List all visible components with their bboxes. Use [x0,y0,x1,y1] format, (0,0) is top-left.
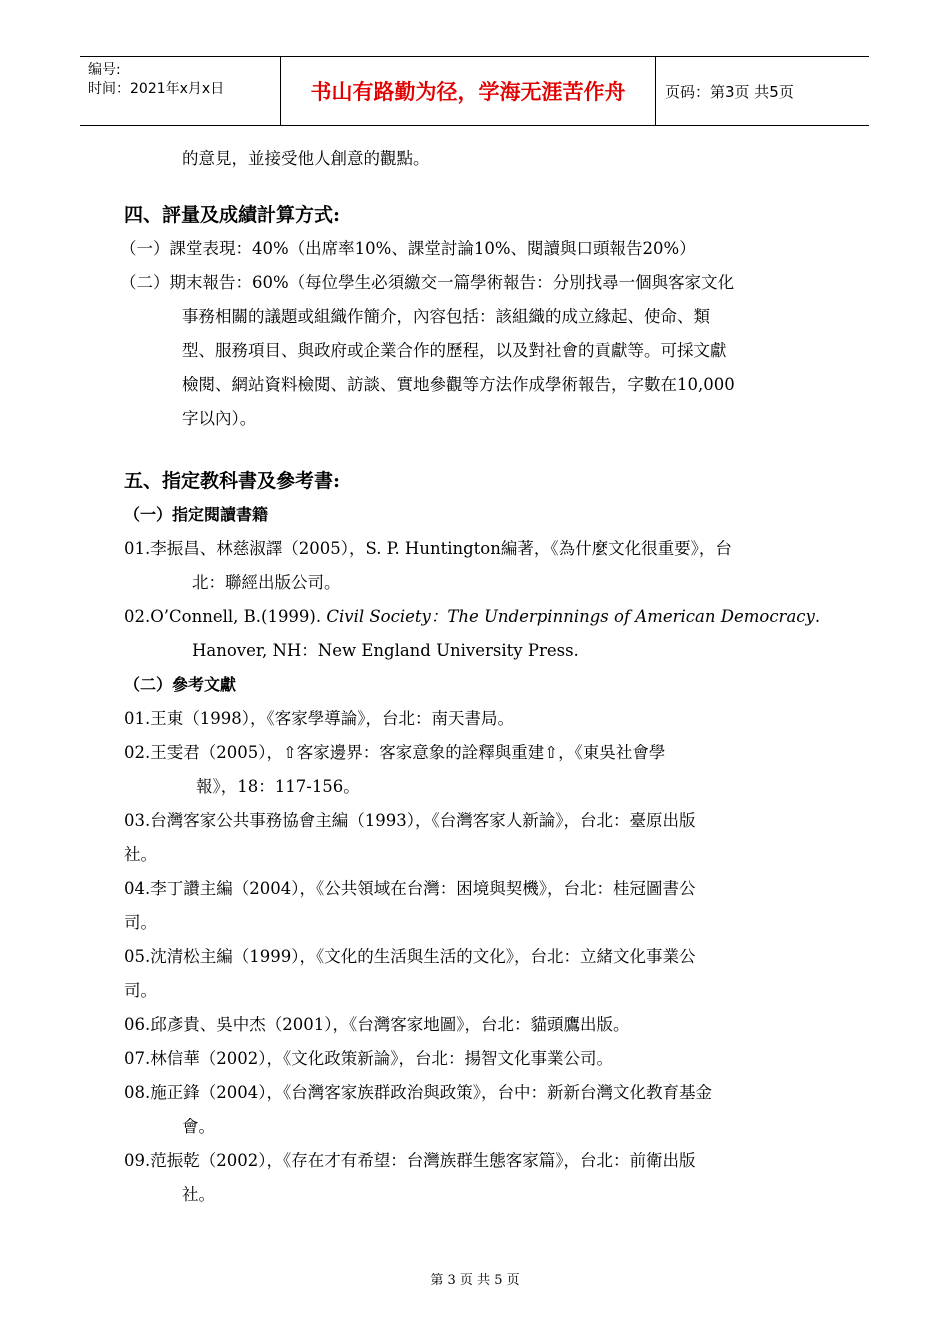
reference-line2: 社。 [124,845,157,864]
reference-line2: 報》，18：117-156。 [196,777,360,796]
page-footer: 第 3 页 共 5 页 [430,1273,520,1288]
reference-item [124,804,829,872]
reference-item [124,702,829,736]
reference-line1: 07.林信華（2002），《文化政策新論》，台北：揚智文化事業公司。 [124,1049,613,1068]
item2-line5: 字以內）。 [182,409,257,428]
reference-line1: 04.李丁讚主編（2004），《公共領域在台灣：困境與契機》，台北：桂冠圖書公 [124,879,696,898]
number-label: 编号: [88,62,121,78]
item2-line2: 事務相關的議題或組織作簡介，內容包括：該組織的成立緣起、使命、類 [182,307,710,326]
section5-sub1: （一）指定閱讀書籍 [124,505,269,524]
item2-line3: 型、服務項目、與政府或企業合作的歷程，以及對社會的貢獻等。可採文獻 [182,341,727,360]
book1-line1: 01.李振昌、林慈淑譯（2005），S. P. Huntington編著，《為什麼文化很重要》，台 [124,539,732,558]
reference-item [124,872,829,940]
book1-line2: 北：聯經出版公司。 [192,573,341,592]
time-label: 时间：2021年x月x日 [88,81,225,97]
reference-line1: 05.沈清松主編（1999），《文化的生活與生活的文化》，台北：立緒文化事業公 [124,947,696,966]
section4-item1 [120,232,829,266]
header-motto: 书山有路勤为径，学海无涯苦作舟 [280,57,656,125]
section4-title: 四、評量及成績計算方式: [124,204,341,226]
book2-line1 [124,600,829,634]
reference-line2: 會。 [182,1117,215,1136]
reference-list [124,702,829,1212]
reference-item [124,1042,829,1076]
page-header [80,56,869,126]
item2-label: （二） [120,273,170,292]
item2-line1: 期末報告：60%（每位學生必須繳交一篇學術報告：分別找尋一個與客家文化 [169,273,735,292]
reference-item [124,1076,829,1144]
item2-line4: 檢閱、網站資料檢閱、訪談、實地參觀等方法作成學術報告，字數在10,000 [182,375,735,394]
item1-label: （一） [120,239,170,258]
intro-line: 的意見，並接受他人創意的觀點。 [182,149,430,168]
header-meta [80,57,280,129]
reference-line1: 01.王東（1998），《客家學導論》，台北：南天書局。 [124,709,514,728]
reference-item [124,1144,829,1212]
item1-text: 課堂表現：40%（出席率10%、課堂討論10%、閱讀與口頭報告20%） [169,239,696,258]
reference-line1: 06.邱彥貴、吳中杰（2001），《台灣客家地圖》，台北：貓頭鷹出版。 [124,1015,630,1034]
reference-item [124,1008,829,1042]
reference-line2: 司。 [124,981,157,1000]
reference-line1: 02.王雯君（2005），⇧客家邊界：客家意象的詮釋與重建⇧，《東吳社會學 [124,743,666,762]
section5-sub2: （二）參考文獻 [124,675,237,694]
book2-prefix: 02.O’Connell, B.(1999). [124,607,327,626]
book2-line2: Hanover, NH：New England University Press. [192,641,579,660]
book2-title: Civil Society：The Underpinnings of American Democracy [326,607,815,626]
document-body [120,142,829,1212]
reference-item [124,940,829,1008]
section4-item2 [120,266,829,300]
reference-line1: 03.台灣客家公共事務協會主編（1993），《台灣客家人新論》，台北：臺原出版 [124,811,696,830]
reference-line2: 司。 [124,913,157,932]
reference-item [124,736,829,804]
section5-title: 五、指定教科書及參考書: [124,470,341,492]
header-page-code: 页码：第3页 共5页 [665,82,794,101]
reference-line2: 社。 [182,1185,215,1204]
reference-line1: 09.范振乾（2002），《存在才有希望：台灣族群生態客家篇》，台北：前衛出版 [124,1151,696,1170]
book2-suffix: . [814,607,821,626]
reference-line1: 08.施正鋒（2004），《台灣客家族群政治與政策》，台中：新新台灣文化教育基金 [124,1083,712,1102]
